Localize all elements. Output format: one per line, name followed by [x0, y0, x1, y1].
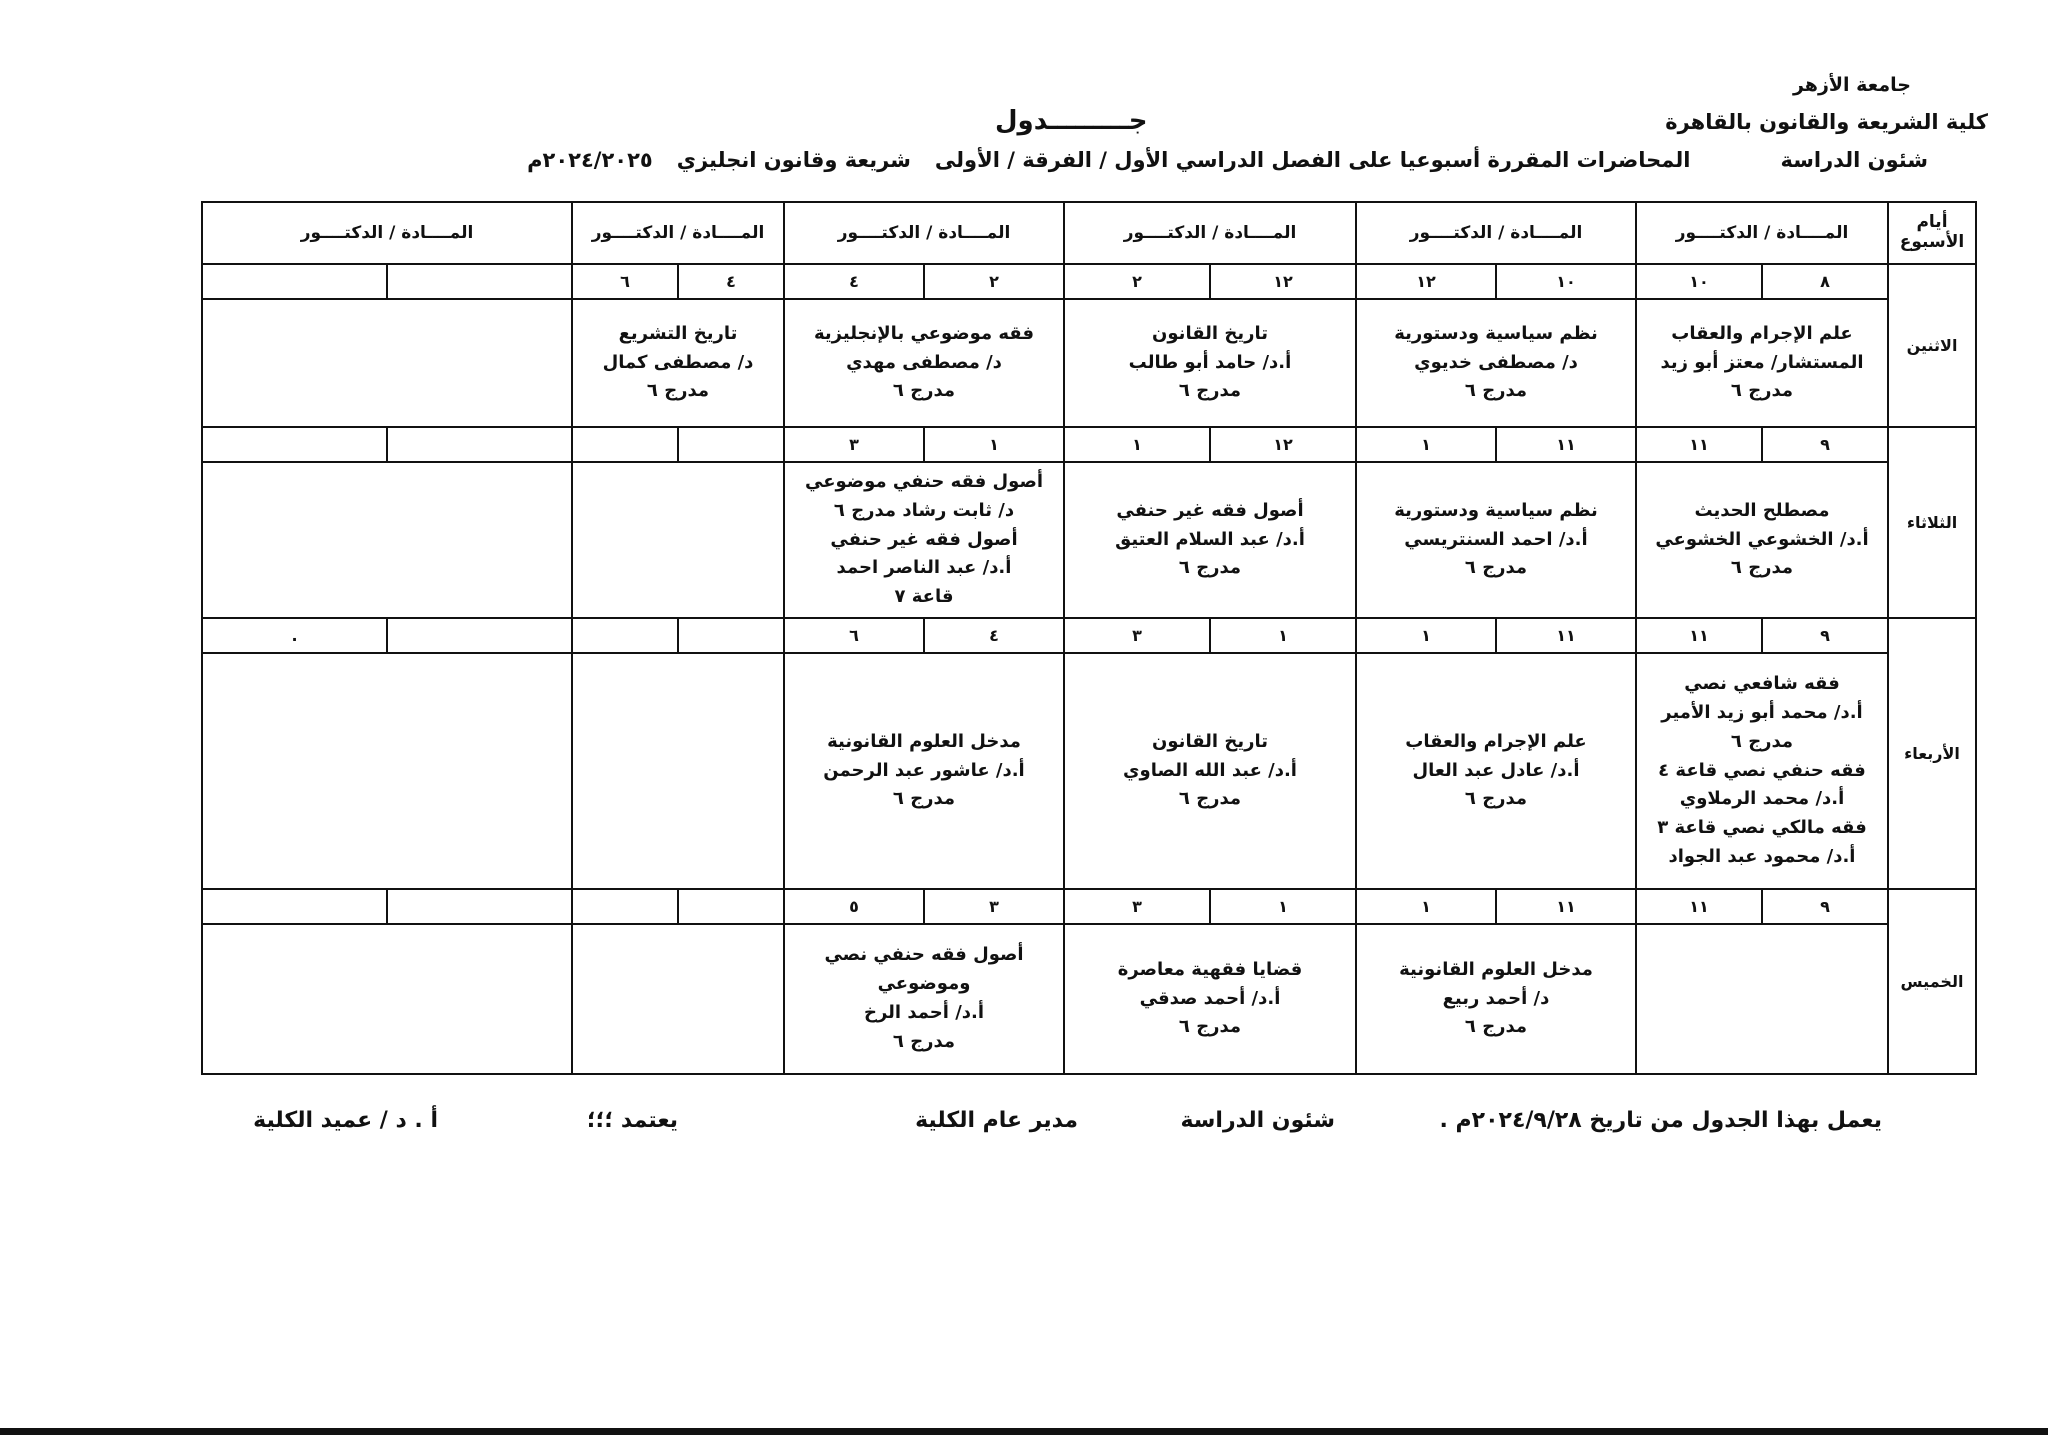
- lecture-line: علم الإجرام والعقاب: [1405, 730, 1587, 752]
- lecture-line: أ.د/ محمود عبد الجواد: [1668, 845, 1856, 867]
- slot-start: ١٠: [1495, 265, 1635, 298]
- lecture-line: أصول فقه غير حنفي: [1116, 499, 1304, 521]
- footer-director: مدير عام الكلية: [915, 1108, 1078, 1133]
- slot-start: ١٢: [1209, 265, 1355, 298]
- slot-end: ١٢: [1416, 272, 1436, 291]
- time-slot: [1064, 889, 1356, 924]
- time-slot: [784, 889, 1064, 924]
- lecture-cell: [784, 299, 1064, 427]
- lecture-line: فقه مالكي نصي قاعة ٣: [1657, 817, 1867, 839]
- lecture-line: أصول فقه حنفي موضوعي: [804, 471, 1044, 492]
- lecture-line: مدرج ٦: [1464, 1016, 1528, 1038]
- lecture-line: فقه حنفي نصي قاعة ٤: [1658, 759, 1866, 781]
- time-slot: [1636, 264, 1888, 299]
- footer-affairs: شئون الدراسة: [1180, 1108, 1335, 1133]
- lecture-line: أ.د/ عبد الله الصاوي: [1123, 759, 1297, 781]
- lecture-line: أ.د/ عادل عبد العال: [1412, 759, 1580, 781]
- lecture-line: المستشار/ معتز أبو زيد: [1660, 351, 1864, 373]
- lecture-line: مدرج ٦: [892, 1030, 956, 1052]
- column-header: المــــادة / الدكتــــور: [1356, 202, 1636, 264]
- lecture-line: أ.د/ حامد أبو طالب: [1128, 351, 1292, 373]
- lecture-cell: [1064, 653, 1356, 889]
- time-slot: [572, 427, 784, 462]
- slot-end: [573, 619, 677, 652]
- time-slot: [202, 264, 572, 299]
- lecture-cell: [1636, 299, 1888, 427]
- day-name: الأربعاء: [1888, 618, 1976, 889]
- lecture-cell: [784, 653, 1064, 889]
- lecture-line: مصطلح الحديث: [1694, 499, 1830, 521]
- slot-start: ٢: [923, 265, 1063, 298]
- lecture-cell: [202, 462, 572, 618]
- slot-end: ٦: [620, 272, 630, 291]
- slot-end: ١: [1421, 897, 1431, 916]
- lecture-line: مدرج ٦: [1178, 788, 1242, 810]
- slot-start: ١١: [1495, 619, 1635, 652]
- schedule-description: المحاضرات المقررة أسبوعيا على الفصل الدراسي الأول / الفرقة / الأولى: [934, 148, 1691, 172]
- slot-end: ١١: [1689, 626, 1709, 645]
- time-slot: [1064, 264, 1356, 299]
- lectures-row: [202, 653, 1976, 889]
- time-slot: [784, 618, 1064, 653]
- slot-end: ١١: [1689, 897, 1709, 916]
- slot-start: ٩: [1761, 890, 1887, 923]
- schedule-table: [201, 201, 1977, 1075]
- lecture-line: د/ مصطفى خديوي: [1414, 351, 1578, 373]
- lecture-line: مدرج ٦: [1178, 557, 1242, 579]
- slot-start: [386, 265, 571, 298]
- slot-start: ١: [1209, 890, 1355, 923]
- lecture-cell: [1636, 924, 1888, 1074]
- lecture-line: نظم سياسية ودستورية: [1394, 499, 1598, 521]
- lecture-line: قاعة ٧: [894, 586, 954, 608]
- slot-start: ١٢: [1209, 428, 1355, 461]
- time-slots-row: [202, 889, 1976, 924]
- lecture-line: مدرج ٦: [646, 380, 710, 402]
- lectures-row: [202, 924, 1976, 1074]
- lecture-cell: [572, 299, 784, 427]
- footer-dean: أ . د / عميد الكلية: [253, 1108, 438, 1133]
- lecture-line: أ.د/ محمد أبو زيد الأمير: [1661, 702, 1863, 723]
- time-slots-row: [202, 264, 1976, 299]
- slot-end: ١٠: [1689, 272, 1709, 291]
- slot-start: ٤: [677, 265, 783, 298]
- lecture-cell: [572, 653, 784, 889]
- column-header: المــــادة / الدكتــــور: [202, 202, 572, 264]
- lecture-cell: [202, 299, 572, 427]
- time-slot: [1636, 889, 1888, 924]
- lecture-line: مدرج ٦: [1178, 380, 1242, 402]
- column-header: المــــادة / الدكتــــور: [784, 202, 1064, 264]
- slot-start: ١: [1209, 619, 1355, 652]
- lecture-cell: [572, 462, 784, 618]
- lecture-line: فقه شافعي نصي: [1684, 673, 1840, 695]
- lecture-cell: [784, 924, 1064, 1074]
- days-header: أيام الأسبوع: [1888, 202, 1976, 264]
- column-header: المــــادة / الدكتــــور: [1636, 202, 1888, 264]
- time-slot: [1356, 427, 1636, 462]
- lecture-cell: [202, 924, 572, 1074]
- lecture-line: مدرج ٦: [1730, 557, 1794, 579]
- time-slot: [202, 427, 572, 462]
- time-slot: [572, 264, 784, 299]
- header-row: [202, 202, 1976, 264]
- lecture-cell: [1064, 462, 1356, 618]
- lecture-line: أ.د/ الخشوعي الخشوعي: [1655, 528, 1869, 550]
- time-slot: [1636, 427, 1888, 462]
- time-slot: [784, 427, 1064, 462]
- slot-end: ٥: [849, 897, 859, 916]
- lecture-line: أصول فقه غير حنفي: [830, 528, 1018, 550]
- schedule-subtitle: [468, 148, 1928, 172]
- lecture-line: تاريخ القانون: [1152, 730, 1268, 752]
- slot-start: [677, 619, 783, 652]
- lecture-line: مدخل العلوم القانونية: [827, 730, 1021, 752]
- lecture-line: أ.د/ محمد الرملاوي: [1679, 788, 1845, 810]
- lecture-line: علم الإجرام والعقاب: [1671, 322, 1853, 344]
- table-title: جـــــــــدول: [995, 106, 1148, 136]
- time-slot: [1356, 618, 1636, 653]
- lecture-line: مدرج ٦: [892, 380, 956, 402]
- slot-end: ٣: [1132, 897, 1142, 916]
- slot-end: ٣: [849, 435, 859, 454]
- slot-start: ٩: [1761, 619, 1887, 652]
- column-header: المــــادة / الدكتــــور: [1064, 202, 1356, 264]
- slot-end: ١: [1421, 626, 1431, 645]
- slot-end: ١: [1132, 435, 1142, 454]
- slot-start: [386, 619, 571, 652]
- lecture-line: مدرج ٦: [1464, 380, 1528, 402]
- lecture-line: فقه موضوعي بالإنجليزية: [813, 322, 1035, 344]
- lecture-line: تاريخ التشريع: [618, 322, 738, 344]
- lecture-cell: [1356, 653, 1636, 889]
- slot-start: ١١: [1495, 428, 1635, 461]
- lecture-line: د/ مصطفى كمال: [602, 351, 754, 373]
- time-slot: [572, 618, 784, 653]
- lecture-line: وموضوعي: [877, 973, 971, 995]
- lecture-cell: [784, 462, 1064, 618]
- lecture-cell: [1356, 924, 1636, 1074]
- time-slot: [784, 264, 1064, 299]
- lecture-line: د/ ثابت رشاد مدرج ٦: [833, 499, 1015, 521]
- affairs-label: شئون الدراسة: [1780, 148, 1928, 172]
- lecture-cell: [1356, 299, 1636, 427]
- lecture-line: مدرج ٦: [892, 788, 956, 810]
- lecture-cell: [1636, 462, 1888, 618]
- time-slot: [202, 889, 572, 924]
- slot-start: [386, 890, 571, 923]
- time-slot: [1356, 264, 1636, 299]
- lecture-line: أ.د/ أحمد صدقي: [1139, 987, 1281, 1009]
- lecture-cell: [572, 924, 784, 1074]
- program-name: شريعة وقانون انجليزي: [676, 148, 911, 172]
- lecture-line: مدخل العلوم القانونية: [1399, 958, 1593, 980]
- slot-start: [677, 428, 783, 461]
- time-slot: [572, 889, 784, 924]
- lecture-line: قضايا فقهية معاصرة: [1117, 958, 1303, 980]
- slot-start: ٨: [1761, 265, 1887, 298]
- day-name: الاثنين: [1888, 264, 1976, 427]
- slot-end: ٦: [849, 626, 859, 645]
- lecture-line: مدرج ٦: [1178, 1016, 1242, 1038]
- lecture-line: أصول فقه حنفي نصي: [824, 944, 1024, 966]
- faculty-name: كلية الشريعة والقانون بالقاهرة: [1665, 110, 1988, 134]
- slot-end: ١١: [1689, 435, 1709, 454]
- scan-edge: [0, 1428, 2048, 1435]
- lecture-line: د/ أحمد ربيع: [1442, 987, 1550, 1009]
- slot-start: ٤: [923, 619, 1063, 652]
- slot-end: ١: [1421, 435, 1431, 454]
- slot-end: ٣: [1132, 626, 1142, 645]
- slot-start: ٩: [1761, 428, 1887, 461]
- slot-end: [203, 890, 386, 923]
- lecture-line: مدرج ٦: [1464, 788, 1528, 810]
- lecture-line: أ.د/ عاشور عبد الرحمن: [823, 759, 1025, 781]
- slot-start: [677, 890, 783, 923]
- footer-approve: يعتمد ؛؛؛: [586, 1108, 678, 1133]
- slot-start: ١١: [1495, 890, 1635, 923]
- lecture-cell: [1636, 653, 1888, 889]
- lecture-line: أ.د/ عبد الناصر احمد: [836, 557, 1012, 579]
- slot-end: .: [291, 626, 298, 645]
- lecture-line: أ.د/ احمد السنتريسي: [1404, 528, 1588, 550]
- lecture-cell: [1064, 299, 1356, 427]
- lecture-cell: [1356, 462, 1636, 618]
- slot-start: ٣: [923, 890, 1063, 923]
- slot-end: ٤: [849, 272, 859, 291]
- time-slots-row: [202, 427, 1976, 462]
- day-name: الثلاثاء: [1888, 427, 1976, 618]
- slot-end: [203, 428, 386, 461]
- slot-start: [386, 428, 571, 461]
- lecture-line: نظم سياسية ودستورية: [1394, 322, 1598, 344]
- lecture-line: د/ مصطفى مهدي: [846, 351, 1002, 373]
- time-slots-row: [202, 618, 1976, 653]
- effective-date: يعمل بهذا الجدول من تاريخ ٢٠٢٤/٩/٢٨م .: [1439, 1108, 1882, 1133]
- slot-end: [573, 890, 677, 923]
- slot-end: [203, 265, 386, 298]
- lecture-line: أ.د/ أحمد الرخ: [863, 1002, 985, 1023]
- lecture-cell: [202, 653, 572, 889]
- time-slot: [1064, 427, 1356, 462]
- lecture-line: مدرج ٦: [1730, 730, 1794, 752]
- slot-end: [573, 428, 677, 461]
- slot-start: ١: [923, 428, 1063, 461]
- academic-year: ٢٠٢٤/٢٠٢٥م: [527, 148, 653, 172]
- time-slot: [202, 618, 572, 653]
- time-slot: [1064, 618, 1356, 653]
- slot-end: ٢: [1132, 272, 1142, 291]
- time-slot: [1636, 618, 1888, 653]
- university-name: جامعة الأزهر: [1792, 74, 1911, 96]
- lectures-row: [202, 299, 1976, 427]
- column-header: المــــادة / الدكتــــور: [572, 202, 784, 264]
- day-name: الخميس: [1888, 889, 1976, 1074]
- time-slot: [1356, 889, 1636, 924]
- lecture-line: تاريخ القانون: [1152, 322, 1268, 344]
- lecture-line: مدرج ٦: [1464, 557, 1528, 579]
- lecture-cell: [1064, 924, 1356, 1074]
- lecture-line: أ.د/ عبد السلام العتيق: [1115, 528, 1305, 550]
- lecture-line: مدرج ٦: [1730, 380, 1794, 402]
- lectures-row: [202, 462, 1976, 618]
